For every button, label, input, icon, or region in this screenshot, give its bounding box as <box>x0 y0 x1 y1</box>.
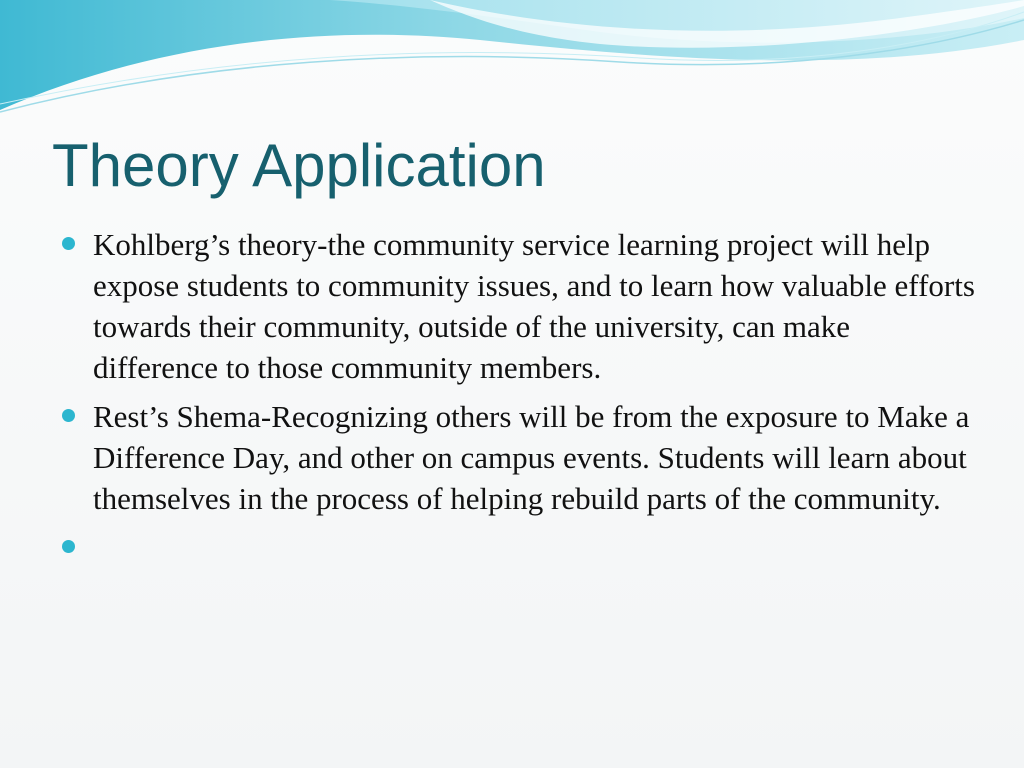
slide-title: Theory Application <box>52 132 546 199</box>
bullet-dot-icon <box>62 237 75 250</box>
header-wave-decoration <box>0 0 1024 130</box>
bullet-text: Rest’s Shema-Recognizing others will be from the exposure to Make a Difference Day, and other on campus events. Students will learn about themselves in the process of helping rebuild parts of the community. <box>93 399 970 516</box>
bullet-item-kohlberg <box>60 224 980 388</box>
bullet-text: Kohlberg’s theory-the community service learning project will help expose students to community issues, and to learn how valuable efforts towards their community, outside of the university, can make difference to those community members. <box>93 227 975 385</box>
bullet-item-rest <box>60 396 980 519</box>
bullet-list <box>60 224 980 576</box>
bullet-dot-icon <box>62 409 75 422</box>
bullet-item-empty <box>60 527 980 568</box>
bullet-dot-icon <box>62 540 75 553</box>
